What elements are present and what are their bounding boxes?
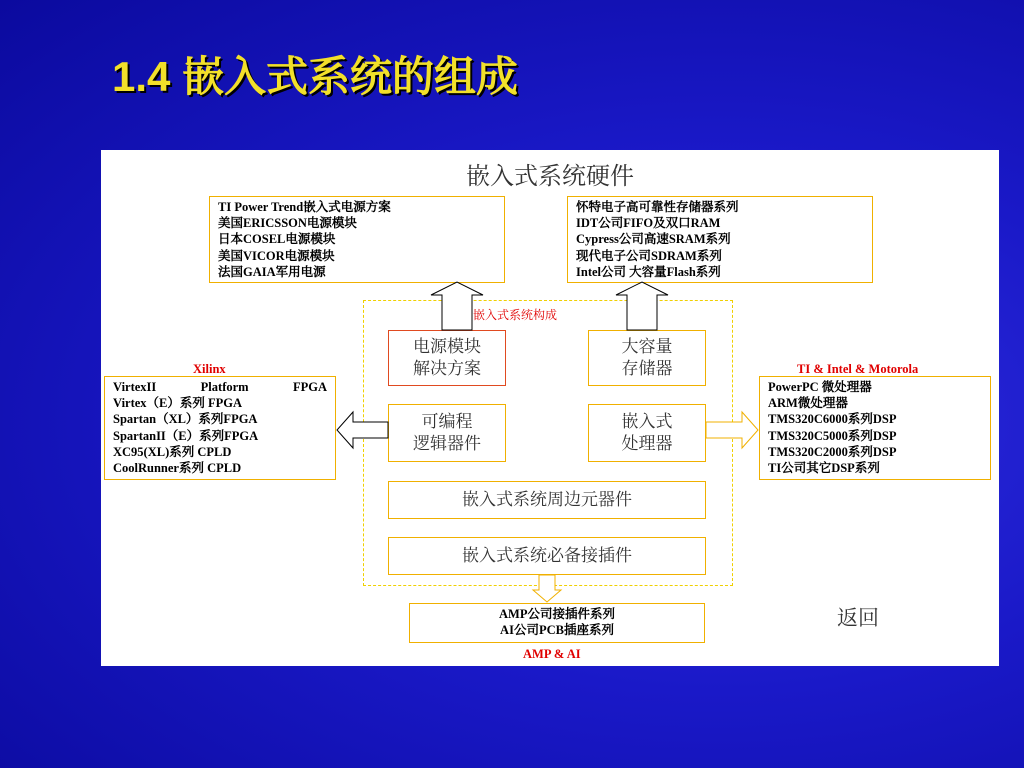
amp-ai-label: AMP & AI [523,647,581,661]
list-item: 日本COSEL电源模块 [218,232,336,247]
list-item: TMS320C6000系列DSP [768,412,897,427]
list-item: TMS320C5000系列DSP [768,428,897,443]
diagram-title: 嵌入式系统硬件 [466,162,634,190]
storage-block: 大容量 存储器 [588,330,706,386]
connectors-block: 嵌入式系统必备接插件 [388,537,706,575]
dsp-vendor-label: TI & Intel & Motorola [797,362,919,376]
list-item: 美国VICOR电源模块 [218,248,335,263]
list-item: CoolRunner系列 CPLD [113,461,242,476]
list-item: SpartanII（E）系列FPGA [113,428,259,443]
arrow-right-processor [706,412,758,448]
list-item: PowerPC 微处理器 [768,380,872,394]
list-item: AI公司PCB插座系列 [500,623,614,638]
diagram-panel [101,150,999,666]
list-item: VirtexII Platform FPGA [113,380,327,394]
list-item: XC95(XL)系列 CPLD [113,444,232,459]
composition-label: 嵌入式系统构成 [473,308,558,322]
embedded-processor-block: 嵌入式 处理器 [588,404,706,462]
arrow-up-memory [616,282,668,330]
list-item: TMS320C2000系列DSP [768,444,897,459]
list-item: 怀特电子高可靠性存储器系列 [576,200,739,214]
list-item: TI Power Trend嵌入式电源方案 [218,200,391,214]
slide-title: 1.4 嵌入式系统的组成 [112,53,519,100]
arrow-up-power [431,282,483,330]
xilinx-label: Xilinx [193,362,226,376]
arrows-layer [101,150,999,666]
peripheral-components-block: 嵌入式系统周边元器件 [388,481,706,519]
list-item: ARM微处理器 [768,396,848,411]
list-item: AMP公司接插件系列 [499,607,615,621]
list-item: Intel公司 大容量Flash系列 [576,264,721,279]
list-item: Cypress公司高速SRAM系列 [576,232,731,247]
list-item: 法国GAIA军用电源 [218,264,326,279]
power-module-block: 电源模块 解决方案 [388,330,506,386]
arrow-left-xilinx [337,412,388,448]
programmable-logic-block: 可编程 逻辑器件 [388,404,506,462]
back-link[interactable]: 返回 [837,606,879,630]
arrow-down-connectors [533,575,561,602]
list-item: TI公司其它DSP系列 [768,461,880,476]
list-item: Virtex（E）系列 FPGA [113,396,243,411]
list-item: 现代电子公司SDRAM系列 [576,248,722,263]
list-item: IDT公司FIFO及双口RAM [576,216,721,231]
list-item: 美国ERICSSON电源模块 [218,216,357,231]
list-item: Spartan（XL）系列FPGA [113,412,258,427]
